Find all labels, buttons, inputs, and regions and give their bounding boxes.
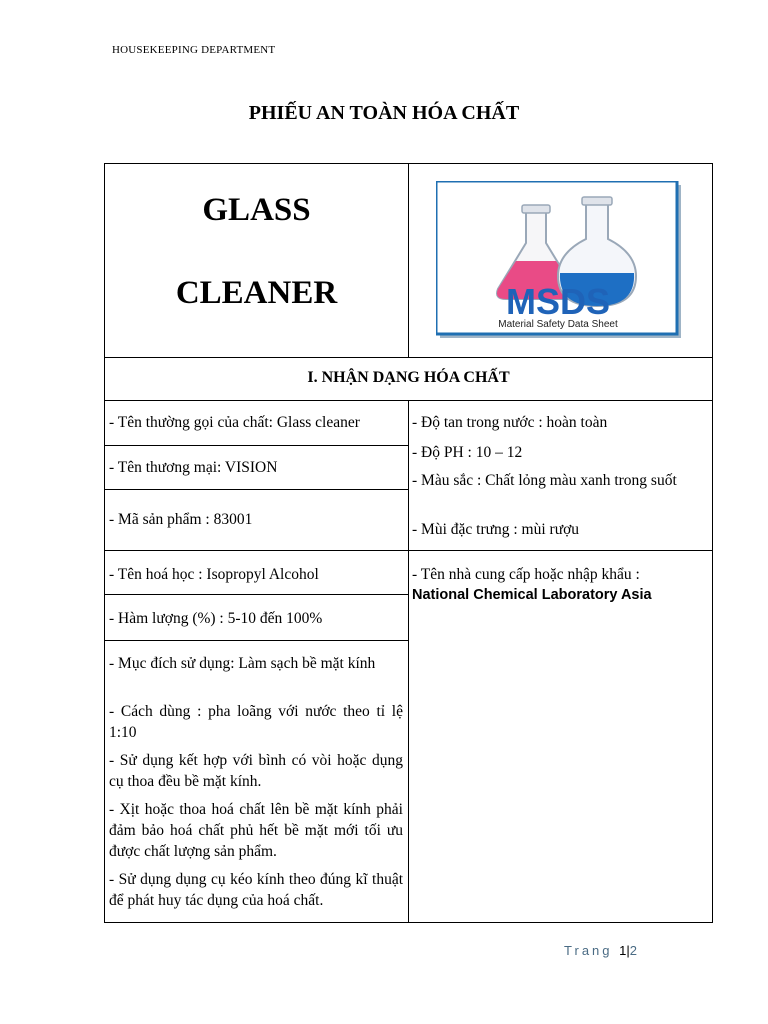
solubility: - Độ tan trong nước : hoàn toàn	[412, 414, 608, 431]
odor: - Mùi đặc trưng : mùi rượu	[412, 521, 580, 538]
supplier-label: - Tên nhà cung cấp hoặc nhập khẩu :	[412, 566, 640, 583]
row-divider-left-3	[105, 594, 408, 595]
product-name-line1: GLASS	[202, 192, 311, 228]
common-name: - Tên thường gọi của chất: Glass cleaner	[109, 414, 360, 431]
column-divider-top	[408, 164, 409, 357]
product-name-line2: CLEANER	[175, 275, 338, 311]
usage-coverage: - Xịt hoặc thoa hoá chất lên bề mặt kính phải đảm bảo hoá chất phủ hết bề mặt mới tối ưu được chất lượng sản phẩm.	[109, 801, 403, 860]
msds-logo	[436, 181, 682, 339]
usage-sprayer: - Sử dụng kết hợp với bình có vòi hoặc dụng cụ thoa đều bề mặt kính.	[109, 752, 403, 790]
usage-purpose: - Mục đích sử dụng: Làm sạch bề mặt kính	[109, 655, 376, 672]
page-separator: |	[626, 943, 630, 958]
logo-subtitle: Material Safety Data Sheet	[498, 319, 618, 330]
row-divider-left-4	[105, 640, 408, 641]
row-divider-group	[105, 550, 712, 551]
page-current: 1	[619, 943, 627, 958]
row-divider-header	[105, 357, 712, 358]
page-total: 2	[629, 943, 640, 958]
color-description: - Màu sắc : Chất lỏng màu xanh trong suốt	[412, 472, 677, 489]
ph-value: - Độ PH : 10 – 12	[412, 444, 523, 461]
content-percent: - Hàm lượng (%) : 5-10 đến 100%	[109, 610, 323, 627]
page-number	[564, 943, 640, 958]
chemical-name: - Tên hoá học : Isopropyl Alcohol	[109, 566, 319, 583]
row-divider-left-2	[105, 489, 408, 490]
row-divider-left-1	[105, 445, 408, 446]
usage-technique: - Sử dụng dụng cụ kéo kính theo đúng kĩ thuật để phát huy tác dụng của hoá chất.	[109, 871, 403, 909]
page-label: Trang	[564, 943, 613, 958]
usage-dilution: - Cách dùng : pha loãng với nước theo tỉ lệ 1:10	[109, 703, 403, 741]
column-divider-body	[408, 400, 409, 922]
document-title: PHIẾU AN TOÀN HÓA CHẤT	[248, 102, 520, 124]
msds-table	[104, 163, 713, 923]
trade-name: - Tên thương mại: VISION	[109, 459, 278, 476]
department-header: HOUSEKEEPING DEPARTMENT	[112, 44, 276, 56]
logo-msds-text: MSDS	[505, 281, 611, 322]
product-code: - Mã sản phẩm : 83001	[109, 511, 253, 528]
section-title: I. NHẬN DẠNG HÓA CHẤT	[307, 369, 510, 386]
supplier-name: National Chemical Laboratory Asia	[412, 587, 652, 603]
